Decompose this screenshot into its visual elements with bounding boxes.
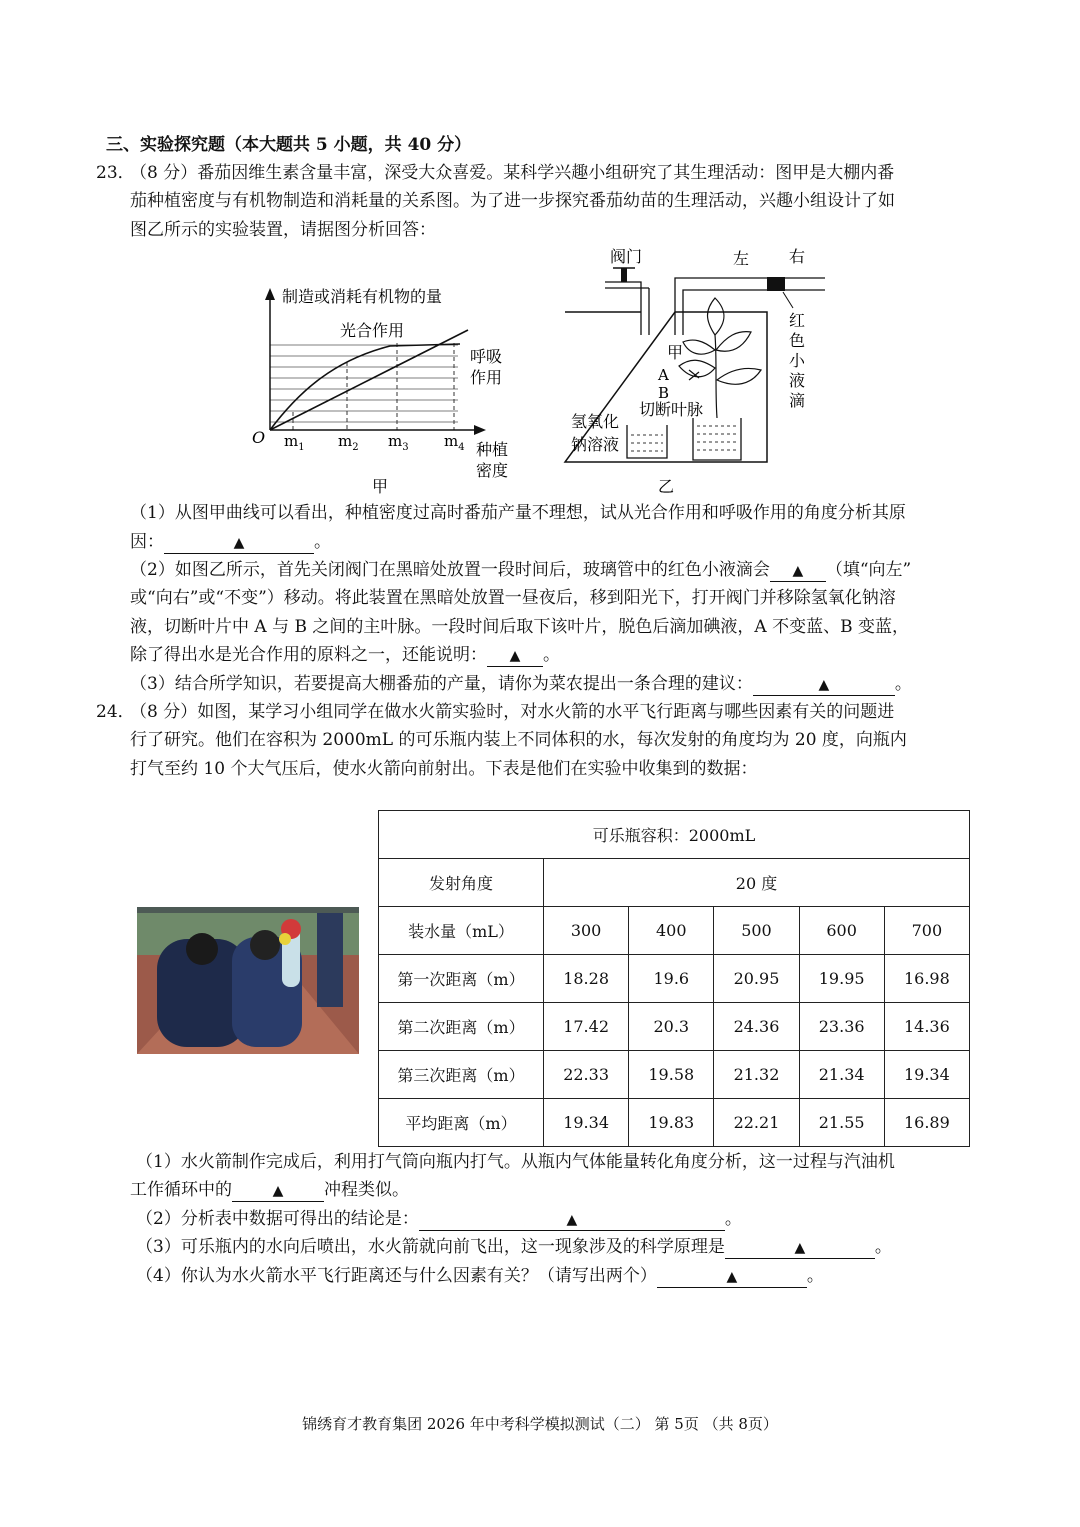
q24-part1-line-a: （1）水火箭制作完成后，利用打气筒向瓶内打气。从瓶内气体能量转化角度分析，这一过程与汽油机: [136, 1152, 895, 1172]
figure-a-tick-m3: $m_3$: [388, 432, 409, 453]
table-row: [379, 1051, 970, 1099]
question-24-number: 24．: [96, 702, 135, 722]
answer-blank[interactable]: ▲: [725, 1237, 875, 1259]
question-23-stem-line-2: 茄种植密度与有机物制造和消耗量的关系图。为了进一步探究番茄幼苗的生理活动，兴趣小组设计了如: [130, 191, 895, 211]
figure-b-droplet-label-2: 色: [789, 331, 806, 350]
q24-part2: （2）分析表中数据可得出的结论是： ▲ 。: [136, 1209, 742, 1229]
table-title: 可乐瓶容积：2000mL: [379, 811, 970, 859]
question-23-number: 23．: [96, 163, 135, 183]
question-24-stem-line-3: 打气至约 10 个大气压后，使水火箭向前射出。下表是他们在实验中收集到的数据：: [130, 759, 758, 779]
q23-part2-line-b: 或“向右”或“不变”）移动。将此装置在黑暗处放置一昼夜后，移到阳光下，打开阀门并移除氢氧化钠溶: [130, 588, 896, 608]
table-row-label: 第一次距离（m）: [379, 955, 544, 1003]
answer-blank[interactable]: ▲: [753, 674, 895, 696]
question-23-stem-line-1: （8 分）番茄因维生素含量丰富，深受大众喜爱。某科学兴趣小组研究了其生理活动：图甲是大棚内番: [130, 163, 895, 183]
answer-blank[interactable]: ▲: [164, 532, 314, 554]
q23-part2-line-d: 除了得出水是光合作用的原料之一，还能说明： ▲ 。: [130, 645, 560, 665]
figure-b-plant-pot: [693, 418, 741, 460]
table-row-label: 第三次距离（m）: [379, 1051, 544, 1099]
figure-b-valve-label: 阀门: [610, 247, 643, 266]
question-23-stem-line-3: 图乙所示的实验装置，请据图分析回答：: [130, 220, 436, 240]
table-row-label: 平均距离（m）: [379, 1099, 544, 1147]
figure-b-droplet-label-5: 滴: [789, 391, 806, 410]
figure-a-tick-m4: $m_4$: [444, 432, 465, 453]
figure-a-y-arrow: [265, 288, 275, 300]
table-cell: 600: [799, 907, 884, 955]
table-cell: 19.6: [629, 955, 714, 1003]
figure-a-y-label: 制造或消耗有机物的量: [282, 287, 443, 306]
table-row: [379, 907, 970, 955]
figure-a-photosynthesis-curve: [270, 344, 460, 430]
answer-blank[interactable]: ▲: [487, 645, 543, 667]
table-cell: 14.36: [884, 1003, 969, 1051]
figure-a-caption: 甲: [372, 477, 389, 496]
table-cell: 20.3: [629, 1003, 714, 1051]
q24-part4: （4）你认为水火箭水平飞行距离还与什么因素有关？（请写出两个） ▲ 。: [136, 1266, 824, 1286]
table-cell: 24.36: [714, 1003, 799, 1051]
table-cell: 22.21: [714, 1099, 799, 1147]
figure-b-leaf-label: 甲: [667, 343, 684, 362]
figure-b-valve: [621, 268, 627, 282]
figure-b-point-a: A: [658, 366, 669, 384]
table-cell: 500: [714, 907, 799, 955]
table-cell: 19.58: [629, 1051, 714, 1099]
figure-b-point-b: B: [658, 384, 670, 402]
figure-b-droplet-label-4: 液: [789, 371, 806, 390]
figure-b-naoh-label-1: 氢氧化: [571, 412, 620, 431]
table-cell: 19.34: [544, 1099, 629, 1147]
table-cell: 300: [544, 907, 629, 955]
table-cell: 21.32: [714, 1051, 799, 1099]
figure-b-naoh-label-2: 钠溶液: [571, 435, 620, 454]
figure-a-curve1-label: 光合作用: [340, 321, 405, 340]
figure-a-curve2-label-a: 呼吸: [470, 347, 503, 366]
page-footer: 锦绣育才教育集团 2026 年中考科学模拟测试（二） 第 5页 （共 8页）: [302, 1415, 778, 1433]
q23-part2-line-a: （2）如图乙所示，首先关闭阀门在黑暗处放置一段时间后，玻璃管中的红色小液滴会 ▲ （填“向左”: [130, 560, 912, 580]
table-cell: 17.42: [544, 1003, 629, 1051]
section-title: 三、实验探究题（本大题共 5 小题，共 40 分）: [106, 135, 472, 155]
table-row: [379, 955, 970, 1003]
table-cell: 19.95: [799, 955, 884, 1003]
figure-a-tick-m1: $m_1$: [284, 432, 305, 453]
figure-b-naoh-beaker: [627, 425, 667, 458]
figure-b-apparatus: [555, 240, 845, 500]
figure-b-left-label: 左: [733, 249, 750, 268]
figure-a-gridlines: [270, 345, 458, 422]
figure-a-x-label-b: 密度: [476, 461, 509, 480]
figure-a-x-label-a: 种植: [476, 440, 509, 459]
answer-blank[interactable]: ▲: [770, 560, 826, 582]
figure-a-x-arrow: [474, 425, 486, 435]
table-cell: 23.36: [799, 1003, 884, 1051]
figure-b-droplet-label-1: 红: [789, 311, 806, 330]
table-cell: 16.98: [884, 955, 969, 1003]
q23-part3: （3）结合所学知识，若要提高大棚番茄的产量，请你为菜农提出一条合理的建议： ▲ 。: [130, 674, 912, 694]
table-cell: 700: [884, 907, 969, 955]
answer-blank[interactable]: ▲: [419, 1209, 725, 1231]
table-cell: 400: [629, 907, 714, 955]
table-angle-label: 发射角度: [379, 859, 544, 907]
table-cell: 21.55: [799, 1099, 884, 1147]
table-row: [379, 1099, 970, 1147]
table-angle-value: 20 度: [544, 859, 970, 907]
q24-part3: （3）可乐瓶内的水向后喷出，水火箭就向前飞出，这一现象涉及的科学原理是 ▲ 。: [136, 1237, 892, 1257]
figure-b-red-droplet: [767, 277, 785, 291]
table-cell: 22.33: [544, 1051, 629, 1099]
water-rocket-photo: [137, 907, 359, 1054]
q23-part2-line-c: 液，切断叶片中 A 与 B 之间的主叶脉。一段时间后取下该叶片，脱色后滴加碘液，A 不变蓝、B 变蓝，: [130, 617, 909, 637]
figure-b-droplet-label-3: 小: [789, 351, 806, 370]
q24-part1-line-b: 工作循环中的 ▲ 冲程类似。: [130, 1180, 409, 1200]
table-row: [379, 1003, 970, 1051]
experiment-data-table: [378, 810, 970, 1147]
answer-blank[interactable]: ▲: [657, 1266, 807, 1288]
figure-a-tick-m2: $m_2$: [338, 432, 359, 453]
answer-blank[interactable]: ▲: [232, 1180, 324, 1202]
table-cell: 19.34: [884, 1051, 969, 1099]
table-water-label: 装水量（mL）: [379, 907, 544, 955]
table-cell: 19.83: [629, 1099, 714, 1147]
q23-part1-line-b: 因： ▲ 。: [130, 532, 331, 552]
q23-part1-line-a: （1）从图甲曲线可以看出，种植密度过高时番茄产量不理想，试从光合作用和呼吸作用的角度分析其原: [130, 503, 906, 523]
table-row-label: 第二次距离（m）: [379, 1003, 544, 1051]
table-cell: 21.34: [799, 1051, 884, 1099]
table-cell: 20.95: [714, 955, 799, 1003]
table-cell: 18.28: [544, 955, 629, 1003]
figure-b-caption: 乙: [658, 477, 675, 496]
table-cell: 16.89: [884, 1099, 969, 1147]
figure-b-valve-tube: [605, 282, 649, 335]
question-24-stem-line-1: （8 分）如图，某学习小组同学在做水火箭实验时，对水火箭的水平飞行距离与哪些因素有关的问题进: [130, 702, 895, 722]
figure-a-curve2-label-b: 作用: [470, 368, 503, 387]
figure-b-cut-label: 切断叶脉: [639, 400, 704, 419]
question-24-stem-line-2: 行了研究。他们在容积为 2000mL 的可乐瓶内装上不同体积的水，每次发射的角度均为 20 度，向瓶内: [130, 730, 907, 750]
figure-a-graph: [240, 280, 530, 500]
figure-a-origin: O: [252, 428, 266, 447]
figure-b-right-label: 右: [789, 247, 806, 266]
